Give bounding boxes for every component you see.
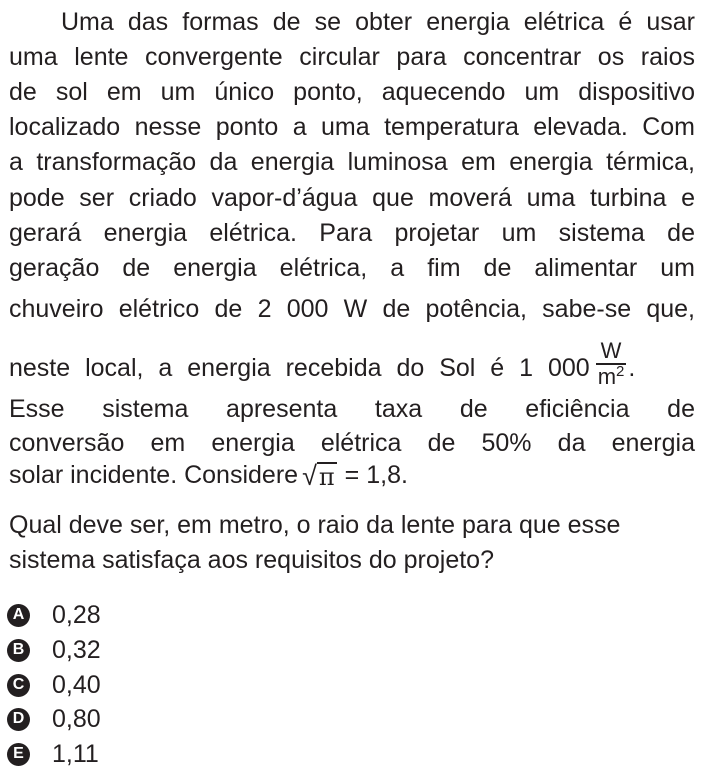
paragraph-line: a transformação da energia luminosa em energia térmica, bbox=[9, 148, 695, 176]
consider-end: = 1,8. bbox=[344, 461, 408, 489]
paragraph-line: chuveiro elétrico de 2 000 W de potência, sabe-se que, bbox=[9, 295, 695, 323]
option-c[interactable] bbox=[7, 670, 101, 700]
unit-numerator: W bbox=[596, 339, 627, 365]
option-value: 0,40 bbox=[52, 670, 101, 699]
question-line: Qual deve ser, em metro, o raio da lente para que esse bbox=[9, 511, 621, 539]
option-letter-badge: A bbox=[7, 604, 30, 627]
paragraph-line: uma lente convergente circular para concentrar os raios bbox=[9, 43, 695, 71]
paragraph-line: de sol em um único ponto, aquecendo um dispositivo bbox=[9, 78, 695, 106]
option-letter-badge: B bbox=[7, 639, 30, 662]
option-value: 0,32 bbox=[52, 635, 101, 664]
unit-fraction bbox=[596, 339, 627, 389]
option-letter-badge: C bbox=[7, 674, 30, 697]
option-letter-badge: D bbox=[7, 708, 30, 731]
option-letter-badge: E bbox=[7, 743, 30, 766]
paragraph-line: geração de energia elétrica, a fim de alimentar um bbox=[9, 254, 695, 282]
option-e[interactable] bbox=[7, 739, 99, 769]
option-b[interactable] bbox=[7, 635, 101, 665]
consider-line bbox=[9, 460, 695, 490]
unit-exponent: 2 bbox=[616, 363, 625, 380]
energy-line-end: . bbox=[628, 354, 636, 382]
unit-denominator bbox=[596, 365, 627, 389]
sqrt-symbol-icon: √ bbox=[302, 461, 317, 491]
option-a[interactable] bbox=[7, 600, 101, 630]
energy-line bbox=[9, 338, 695, 393]
paragraph-line: gerará energia elétrica. Para projetar um sistema de bbox=[9, 219, 695, 247]
option-value: 0,28 bbox=[52, 600, 101, 629]
consider-text: solar incidente. Considere bbox=[9, 461, 299, 489]
paragraph-line: conversão em energia elétrica de 50% da energia bbox=[9, 429, 695, 457]
option-value: 1,11 bbox=[52, 739, 99, 768]
option-value: 0,80 bbox=[52, 704, 101, 733]
paragraph-line: pode ser criado vapor-d’água que moverá uma turbina e bbox=[9, 184, 695, 212]
paragraph-line: Esse sistema apresenta taxa de eficiência de bbox=[9, 395, 695, 423]
energy-text: neste local, a energia recebida do Sol é 1 000 bbox=[9, 354, 590, 382]
question-line: sistema satisfaça aos requisitos do projeto? bbox=[9, 546, 494, 574]
paragraph-line: Uma das formas de se obter energia elétrica é usar bbox=[61, 8, 695, 36]
sqrt-radicand: π bbox=[318, 463, 335, 491]
paragraph-line: localizado nesse ponto a uma temperatura elevada. Com bbox=[9, 113, 695, 141]
sqrt-pi bbox=[302, 462, 337, 490]
unit-denominator-base: m bbox=[597, 364, 617, 389]
option-d[interactable] bbox=[7, 704, 101, 734]
